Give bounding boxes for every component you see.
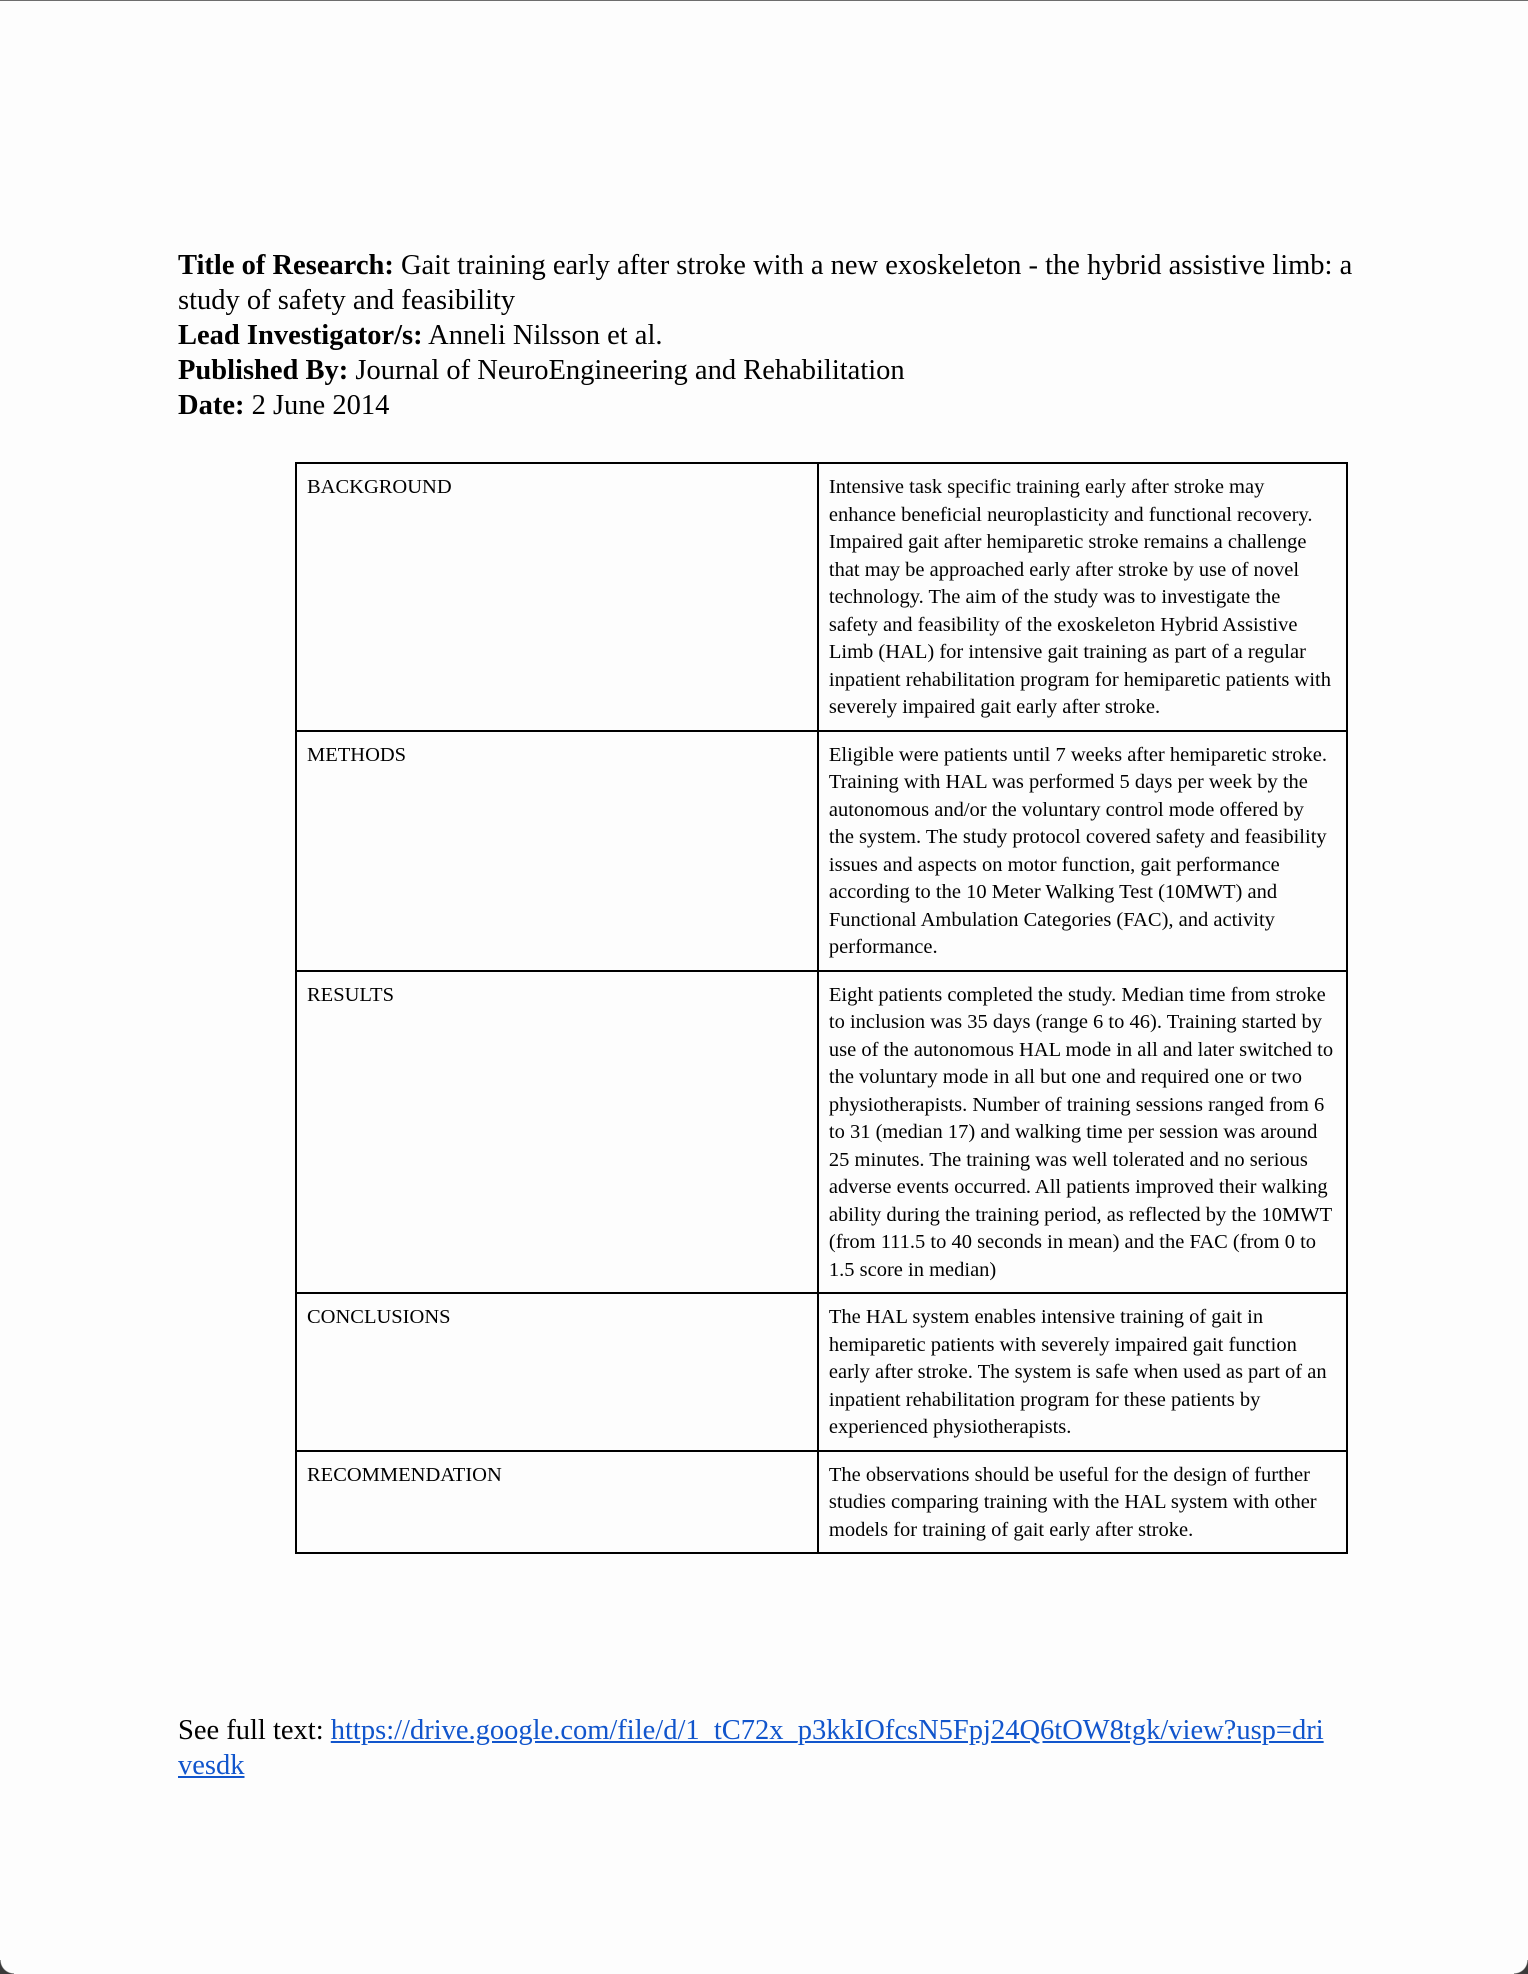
investigator-label: Lead Investigator/s:: [178, 320, 423, 351]
window-corner-left: [0, 1960, 14, 1974]
row-label: CONCLUSIONS: [296, 1293, 818, 1451]
full-text-footer: [178, 1713, 1328, 1783]
publisher-label: Published By:: [178, 355, 349, 386]
document-header: [178, 248, 1368, 423]
row-label: RESULTS: [296, 971, 818, 1294]
summary-table: [295, 462, 1348, 1554]
title-row: [178, 248, 1368, 318]
row-label: RECOMMENDATION: [296, 1451, 818, 1554]
date-row: [178, 388, 1368, 423]
title-label: Title of Research:: [178, 250, 394, 281]
row-text: Eight patients completed the study. Median time from stroke to inclusion was 35 days (range 6 to 46). Training started by use of the autonomous HAL mode in all and later switched to the voluntary mode in all but one and required one or two physiotherapists. Number of training sessions ranged from 6 to 31 (median 17) and walking time per session was around 25 minutes. The training was well tolerated and no serious adverse events occurred. All patients improved their walking ability during the training period, as reflected by the 10MWT (from 111.5 to 40 seconds in mean) and the FAC (from 0 to 1.5 score in median): [818, 971, 1347, 1294]
row-text: Eligible were patients until 7 weeks after hemiparetic stroke. Training with HAL was performed 5 days per week by the autonomous and/or the voluntary control mode offered by the system. The study protocol covered safety and feasibility issues and aspects on motor function, gait performance according to the 10 Meter Walking Test (10MWT) and Functional Ambulation Categories (FAC), and activity performance.: [818, 731, 1347, 971]
table-row-recommendation: [296, 1451, 1347, 1554]
investigator-row: [178, 318, 1368, 353]
table-row-background: [296, 463, 1347, 731]
date-value: 2 June 2014: [244, 390, 390, 421]
row-text: The HAL system enables intensive training of gait in hemiparetic patients with severely impaired gait function early after stroke. The system is safe when used as part of an inpatient rehabilitation program for these patients by experienced physiotherapists.: [818, 1293, 1347, 1451]
title-value: Gait training early after stroke with a new exoskeleton - the hybrid assistive limb: a study of safety and feasibility: [178, 250, 1353, 316]
table-row-methods: [296, 731, 1347, 971]
full-text-link[interactable]: https://drive.google.com/file/d/1_tC72x_p3kkIOfcsN5Fpj24Q6tOW8tgk/view?usp=drivesdk: [178, 1715, 1324, 1781]
date-label: Date:: [178, 390, 245, 421]
row-label: METHODS: [296, 731, 818, 971]
row-label: BACKGROUND: [296, 463, 818, 731]
publisher-row: [178, 353, 1368, 388]
table-row-results: [296, 971, 1347, 1294]
table-row-conclusions: [296, 1293, 1347, 1451]
investigator-value: Anneli Nilsson et al.: [422, 320, 663, 351]
row-text: The observations should be useful for the design of further studies comparing training with the HAL system with other models for training of gait early after stroke.: [818, 1451, 1347, 1554]
row-text: Intensive task specific training early after stroke may enhance beneficial neuroplasticity and functional recovery. Impaired gait after hemiparetic stroke remains a challenge that may be approached early after stroke by use of novel technology. The aim of the study was to investigate the safety and feasibility of the exoskeleton Hybrid Assistive Limb (HAL) for intensive gait training as part of a regular inpatient rehabilitation program for hemiparetic patients with severely impaired gait early after stroke.: [818, 463, 1347, 731]
publisher-value: Journal of NeuroEngineering and Rehabilitation: [348, 355, 905, 386]
window-corner-right: [1514, 1960, 1528, 1974]
full-text-prefix: See full text:: [178, 1715, 331, 1746]
page-top-border: [0, 0, 1528, 1]
